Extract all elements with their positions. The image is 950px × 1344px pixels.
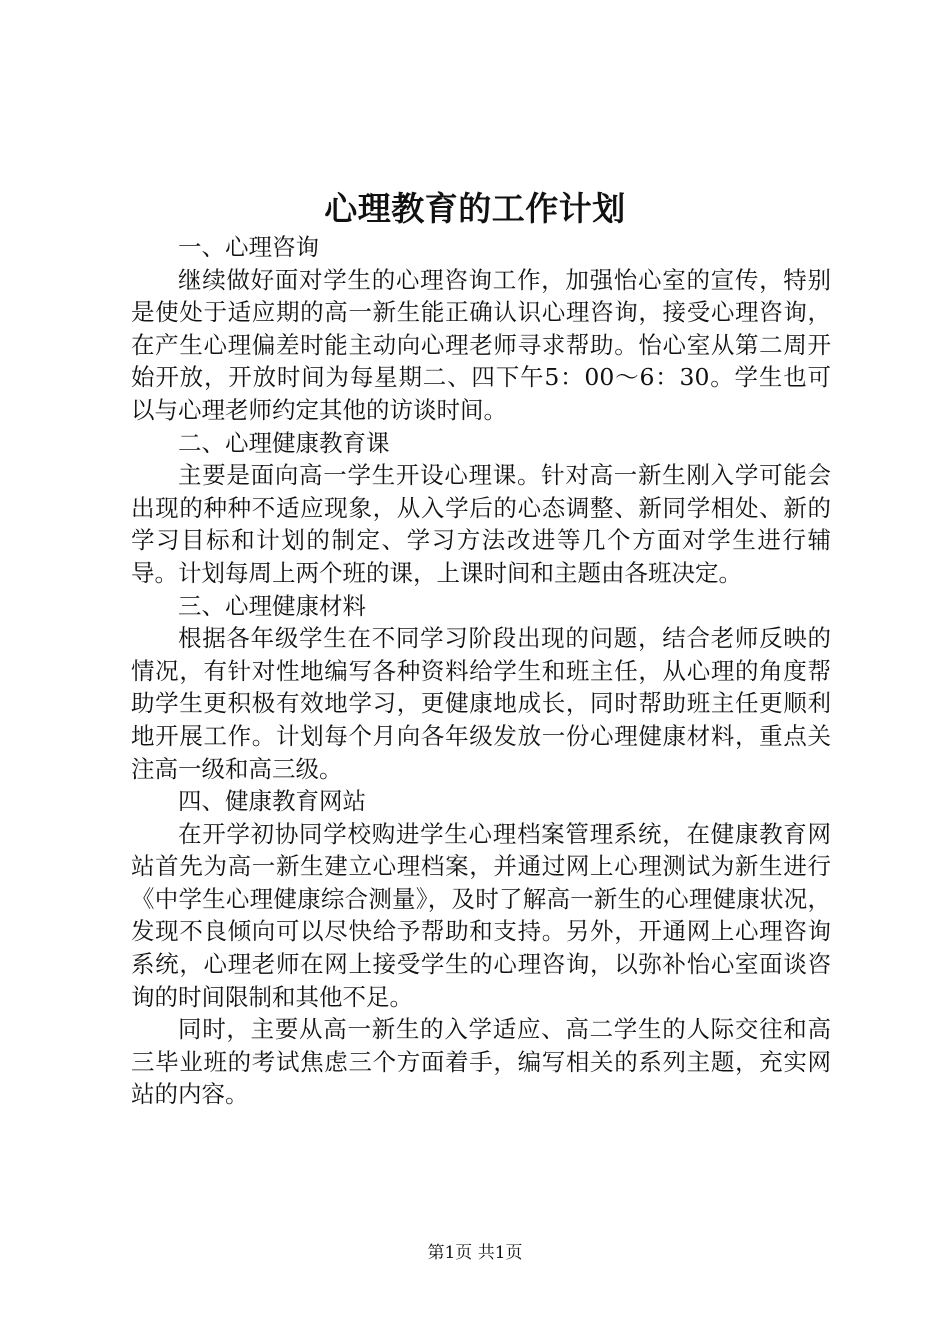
section-heading-education-website: 四、健康教育网站: [178, 787, 366, 816]
paragraph-website-content: 同时，主要从高一新生的入学适应、高二学生的人际交往和高三毕业班的考试焦虑三个方面着手，编写相关的系列主题，充实网站的内容。: [131, 1015, 831, 1109]
section-heading-health-materials: 三、心理健康材料: [178, 591, 366, 620]
document-title: 心理教育的工作计划: [324, 189, 626, 228]
paragraph-education-website: 在开学初协同学校购进学生心理档案管理系统，在健康教育网站首先为高一新生建立心理档案，并通过网上心理测试为新生进行《中学生心理健康综合测量》，及时了解高一新生的心理健康状况，发现不良倾向可以尽快给予帮助和支持。另外，开通网上心理咨询系统，心理老师在网上接受学生的心理咨询，以弥补怡心室面谈咨询的时间限制和其他不足。: [131, 819, 831, 1011]
paragraph-counseling: 继续做好面对学生的心理咨询工作，加强怡心室的宣传，特别是使处于适应期的高一新生能正确认识心理咨询，接受心理咨询，在产生心理偏差时能主动向心理老师寻求帮助。怡心室从第二周开始开放，开放时间为每星期二、四下午5：00～6：30。学生也可以与心理老师约定其他的访谈时间。: [131, 265, 831, 424]
document-body: [131, 231, 831, 1111]
section-heading-counseling: 一、心理咨询: [178, 233, 319, 261]
paragraph-health-materials: 根据各年级学生在不同学习阶段出现的问题，结合老师反映的情况，有针对性地编写各种资料给学生和班主任，从心理的角度帮助学生更积极有效地学习，更健康地成长，同时帮助班主任更顺利地开展工作。计划每个月向各年级发放一份心理健康材料，重点关注高一级和高三级。: [131, 624, 831, 783]
section-heading-health-class: 二、心理健康教育课: [178, 428, 390, 457]
paragraph-health-class: 主要是面向高一学生开设心理课。针对高一新生刚入学可能会出现的种种不适应现象，从入学后的心态调整、新同学相处、新的学习目标和计划的制定、学习方法改进等几个方面对学生进行辅导。计划每周上两个班的课，上课时间和主题由各班决定。: [131, 461, 831, 587]
page-footer: 第1页 共1页: [427, 1243, 523, 1263]
